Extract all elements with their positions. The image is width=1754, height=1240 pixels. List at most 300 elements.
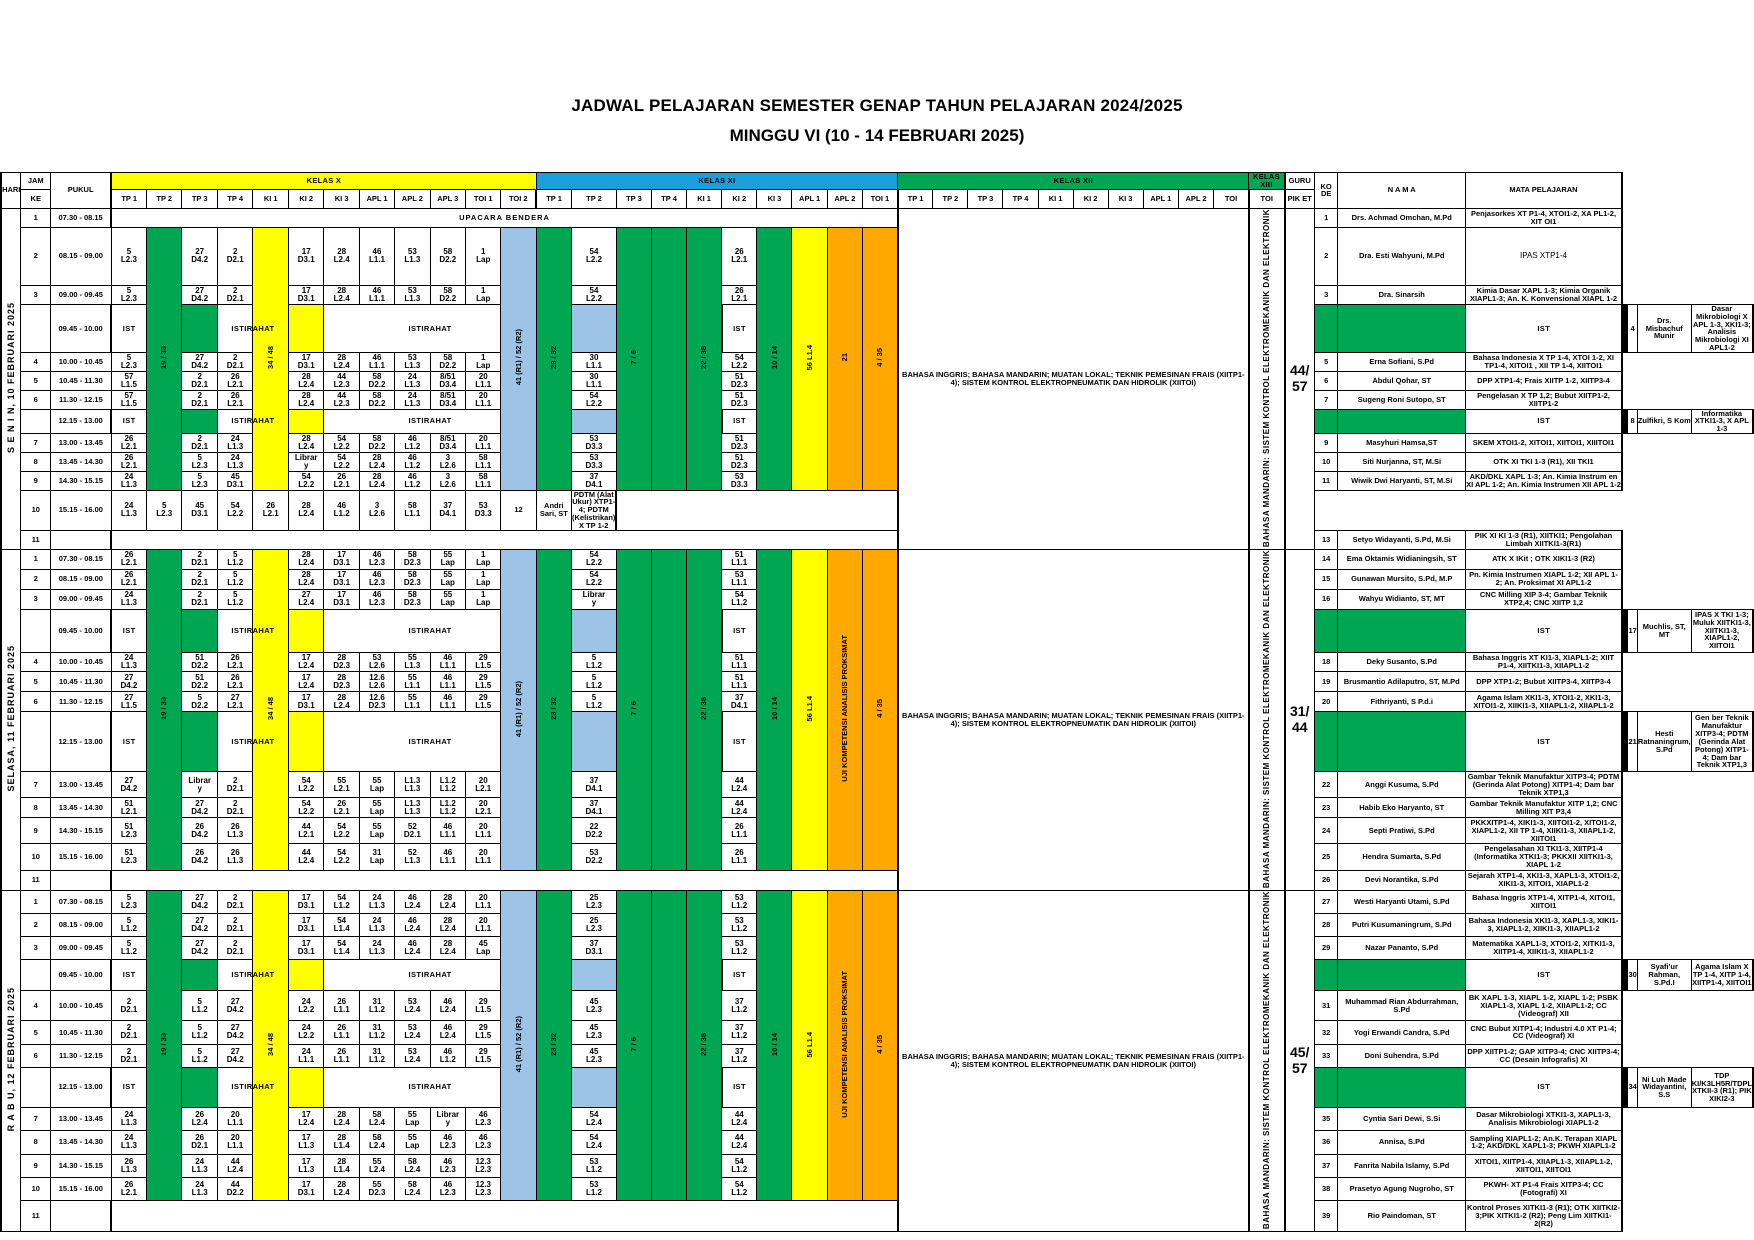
vert-merge-xi-tp4 <box>651 549 686 870</box>
cell-x-TP1: 26 L2.1 <box>111 549 146 569</box>
cell-x-APL1: 24 L1.3 <box>359 937 394 960</box>
teacher-nama: Dra. Esti Wahyuni, M.Pd <box>1338 227 1466 286</box>
teacher-kode: 25 <box>1314 844 1338 870</box>
vert-merge-xi-toi1: 4 / 35 <box>863 227 898 490</box>
cell-x-APL3: 55 Lap <box>430 549 466 569</box>
teacher-nama: Hesti Ratnaningrum, S.Pd <box>1637 712 1691 772</box>
vert-filler <box>288 609 324 652</box>
cell-x-KI3: 26 L1.1 <box>324 990 359 1020</box>
cell-x-APL3: 58 D2.2 <box>430 227 466 286</box>
vert-merge-tp2: 19 / 33 <box>147 227 182 490</box>
teacher-nama: Devi Norantika, S.Pd <box>1338 870 1466 890</box>
cell-x-TP4: 2 D2.1 <box>217 227 253 286</box>
teacher-mapel: Gambar Teknik Manufaktur XITP3-4; PDTM (Gerinda Alat Potong) XITP1-4; Dam bar Teknik XTP1,3 <box>1466 772 1622 798</box>
cell-x-APL1: 12.6 D2.3 <box>359 692 394 712</box>
cell-x-TP1: 26 L2.1 <box>111 452 146 471</box>
cell-x-TP1: 51 L2.1 <box>111 798 146 818</box>
cell-x-KI3: 26 L2.1 <box>253 490 288 530</box>
colhdr-xi-tp3: TP 3 <box>616 189 651 208</box>
teacher-nama: Masyhuri Hamsa,ST <box>1338 434 1466 453</box>
vert-merge-xi-ki3: 10 / 14 <box>757 549 792 870</box>
period-time: 13.00 - 13.45 <box>51 1108 112 1131</box>
cell-x-KI3: 54 L2.2 <box>324 844 359 870</box>
kelas-xiii-note: BAHASA MANDARIN: SISTEM KONTROL ELEKTROMEKANIK DAN ELEKTRONIK <box>1249 549 1285 890</box>
teacher-kode: 6 <box>1314 371 1338 390</box>
cell-x-APL2: 46 L2.4 <box>395 890 430 913</box>
cell-xi-KI2: 44 L2.4 <box>722 798 757 818</box>
cell-x-KI2: 17 L1.3 <box>288 1154 324 1177</box>
vert-merge-tp2: 19 / 33 <box>147 549 182 870</box>
group-header-kelas-x: KELAS X <box>111 173 536 190</box>
cell-x-TOI1: 20 L1.1 <box>466 844 501 870</box>
colhdr-xi-toi1: TOI 1 <box>863 189 898 208</box>
teacher-kode: 35 <box>1314 1108 1338 1131</box>
cell-xi-TP2: 54 L2.4 <box>572 1131 617 1154</box>
cell-x-APL3: 3 L2.6 <box>430 471 466 490</box>
kelas-xii-note: BAHASA INGGRIS; BAHASA MANDARIN; MUATAN LOKAL; TEKNIK PEMESINAN FRAIS (XIITP1-4); SISTEM KONTROL ELEKTROPNEUMATIK DAN HIDROLIK (XIITOI) <box>898 890 1249 1231</box>
period-number: 5 <box>21 371 51 390</box>
cell-x-TOI1: 1 Lap <box>466 286 501 305</box>
teacher-nama: Zulfikri, S Kom <box>1637 409 1691 434</box>
vert-filler <box>288 304 324 352</box>
teacher-nama: Abdul Qohar, ST <box>1338 371 1466 390</box>
teacher-kode: 21 <box>1628 712 1637 772</box>
cell-x-APL2: 52 D2.1 <box>395 818 430 844</box>
schedule-row <box>1 490 1753 530</box>
cell-x-KI2: 17 D3.1 <box>288 286 324 305</box>
period-time: 13.00 - 13.45 <box>51 434 112 453</box>
vert-filler <box>1314 409 1338 434</box>
cell-x-TOI1: 46 L2.3 <box>466 1108 501 1131</box>
vert-filler <box>1338 960 1466 990</box>
cell-xi-TP2: 45 L2.3 <box>572 1044 617 1067</box>
period-number: 4 <box>21 353 51 372</box>
cell-x-APL2: 58 D2.3 <box>395 589 430 609</box>
teacher-nama: Wahyu Widianto, ST, MT <box>1338 589 1466 609</box>
cell-xi-KI2: 51 L1.1 <box>722 672 757 692</box>
break-istirahat: ISTIRAHAT <box>324 409 536 434</box>
period-time: 10.45 - 11.30 <box>51 672 112 692</box>
cell-x-TOI1: 58 L1.1 <box>466 471 501 490</box>
teacher-mapel: Informatika XTKI1-3, X APL 1-3 <box>1691 409 1753 434</box>
cell-x-KI3: 44 L2.3 <box>324 371 359 390</box>
colhdr-x-apl2: APL 2 <box>395 189 430 208</box>
period-number: 8 <box>21 1131 51 1154</box>
vert-filler <box>1338 304 1466 352</box>
vert-merge-xi-tp3: 7 / 6 <box>616 549 651 870</box>
cell-xi-TP2: 54 L2.2 <box>572 286 617 305</box>
cell-x-KI2: 28 L2.4 <box>288 549 324 569</box>
teacher-mapel: PKWH- XT P1-4 Frais XITP3-4; CC (Fotografi) XI <box>1466 1177 1622 1200</box>
cell-x-TP3: 27 D4.2 <box>182 286 218 305</box>
cell-x-APL1: 58 D2.2 <box>359 434 394 453</box>
cell-x-TP3: 2 D2.1 <box>182 434 218 453</box>
schedule-row <box>1 870 1753 890</box>
cell-x-APL2: 46 L1.2 <box>324 490 359 530</box>
cell-x-APL3: 46 L2.3 <box>430 1177 466 1200</box>
cell-x-KI2: 17 L2.4 <box>288 672 324 692</box>
cell-x-TP3: 5 L1.2 <box>182 1021 218 1044</box>
teacher-nama: Nazar Pananto, S.Pd <box>1338 937 1466 960</box>
cell-x-TP3: 5 L2.3 <box>182 471 218 490</box>
cell-xi-TP2: 53 L1.2 <box>572 1154 617 1177</box>
vert-merge-xi-tp4 <box>651 227 686 490</box>
cell-xi-KI2: 51 D2.3 <box>722 452 757 471</box>
cell-x-TOI1: 46 L2.3 <box>466 1131 501 1154</box>
colhdr-x-apl1: APL 1 <box>359 189 394 208</box>
period-number: 1 <box>21 549 51 569</box>
vert-merge-xi-apl2: UJI KOMPETENSI ANALISIS PROKSIMAT <box>827 549 862 870</box>
teacher-nama: Yogi Erwandi Candra, S.Pd <box>1338 1021 1466 1044</box>
cell-xi-TP2: 25 L2.3 <box>572 913 617 936</box>
break-istirahat: ISTIRAHAT <box>217 1067 288 1107</box>
colhdr-x-tp2: TP 2 <box>147 189 182 208</box>
colhdr-x-apl3: APL 3 <box>430 189 466 208</box>
teacher-kode: 11 <box>1314 471 1338 490</box>
cell-xi-TP2: 53 L1.2 <box>572 1177 617 1200</box>
cell-x-TP3: 26 D2.1 <box>182 1131 218 1154</box>
cell-x-APL3: 46 L1.1 <box>430 844 466 870</box>
cell-x-KI3: 17 D3.1 <box>324 589 359 609</box>
teacher-kode: 33 <box>1314 1044 1338 1067</box>
colhdr-x-tp3: TP 3 <box>182 189 218 208</box>
cell-x-KI2: 17 D3.1 <box>288 227 324 286</box>
cell-x-APL2: 53 L1.3 <box>395 353 430 372</box>
teacher-nama: Fithriyanti, S P.d.i <box>1338 692 1466 712</box>
teacher-nama: Setyo Widayanti, S.Pd, M.Si <box>1338 530 1466 549</box>
teacher-kode: 34 <box>1628 1067 1637 1107</box>
cell-x-KI3: 54 L2.2 <box>324 452 359 471</box>
cell-xi-KI2: 54 L2.2 <box>722 353 757 372</box>
cell-xi-TP2: 54 L2.2 <box>572 569 617 589</box>
period-time: 13.45 - 14.30 <box>51 452 112 471</box>
teacher-mapel: DPP XTP1-4; Frais XIITP 1-2, XIITP3-4 <box>1466 371 1622 390</box>
period-number: 7 <box>21 1108 51 1131</box>
guru-piket-value: 45/ 57 <box>1285 890 1315 1231</box>
vert-filler <box>182 1067 218 1107</box>
teacher-kode: 10 <box>1314 452 1338 471</box>
teacher-mapel: ATK X IKit ; OTK XIKI1-3 (R2) <box>1466 549 1622 569</box>
cell-x-APL1: 28 L2.4 <box>359 452 394 471</box>
colhdr-xii-ki1: KI 1 <box>1038 189 1073 208</box>
cell-x-TP1: 27 D4.2 <box>111 672 146 692</box>
cell-x-APL2: 53 L1.3 <box>395 286 430 305</box>
cell-x-KI3: 26 L1.1 <box>324 1021 359 1044</box>
break-ist: IST <box>111 409 146 434</box>
cell-x-TP3: 27 D4.2 <box>182 937 218 960</box>
teacher-mapel: Kimia Dasar XAPL 1-3; Kimia Organik XIAPL1-3; An. K. Konvensional XIAPL 1-2 <box>1466 286 1622 305</box>
cell-x-APL2: 55 L1.1 <box>395 692 430 712</box>
teacher-mapel: Bahasa Inggris XT KI1-3, XIAPL1-2; XIIT P1-4, XIITKI1-3, XIIAPL1-2 <box>1466 652 1622 672</box>
break-ist: IST <box>1466 304 1622 352</box>
cell-x-TP4: 26 L2.1 <box>217 672 253 692</box>
cell-xi-TP2: 45 L2.3 <box>572 1021 617 1044</box>
cell-x-APL3: Librar y <box>430 1108 466 1131</box>
colhdr-xi-ki1: KI 1 <box>687 189 722 208</box>
vert-merge-xi-tp3: 7 / 6 <box>616 890 651 1200</box>
cell-x-TOI1: 1 Lap <box>466 227 501 286</box>
teacher-kode: 23 <box>1314 798 1338 818</box>
cell-x-APL2: 55 Lap <box>395 1131 430 1154</box>
period-number: 2 <box>21 569 51 589</box>
cell-x-TP3: 5 D2.2 <box>182 692 218 712</box>
cell-x-APL2: 58 L2.4 <box>395 1154 430 1177</box>
period-number <box>21 1067 51 1107</box>
cell-x-TOI1: 29 L1.5 <box>466 1044 501 1067</box>
period-number: 6 <box>21 1044 51 1067</box>
period-number: 9 <box>21 1154 51 1177</box>
cell-x-KI3: 28 L1.4 <box>324 1154 359 1177</box>
cell-x-APL1: 31 L1.2 <box>359 1044 394 1067</box>
cell-x-TP3: 5 L2.3 <box>182 452 218 471</box>
vert-merge-xi-apl2: 21 <box>827 227 862 490</box>
cell-x-KI2: 24 L1.1 <box>288 1044 324 1067</box>
cell-x-APL2: L1.3 L1.3 <box>395 798 430 818</box>
kelas-xiii-note: BAHASA MANDARIN: SISTEM KONTROL ELEKTROMEKANIK DAN ELEKTRONIK <box>1249 208 1285 549</box>
colhdr-x-ki3: KI 3 <box>324 189 359 208</box>
cell-xi-TP2: 5 L1.2 <box>572 692 617 712</box>
cell-x-APL3: 8/51 D3.4 <box>430 390 466 409</box>
cell-x-TP4: 26 L1.3 <box>217 844 253 870</box>
teacher-nama: Fanrita Nabila Islamy, S.Pd <box>1338 1154 1466 1177</box>
break-ist: IST <box>1466 409 1622 434</box>
cell-x-APL1: 31 L1.2 <box>359 1021 394 1044</box>
teacher-nama: Septi Pratiwi, S.Pd <box>1338 818 1466 844</box>
cell-x-TP1: 24 L1.3 <box>111 490 146 530</box>
cell-x-TOI1: 20 L1.1 <box>466 434 501 453</box>
cell-x-KI2: 17 L2.4 <box>288 1108 324 1131</box>
cell-x-TP1: 51 L2.3 <box>111 818 146 844</box>
break-istirahat: ISTIRAHAT <box>217 960 288 990</box>
cell-x-KI2: 17 D3.1 <box>288 890 324 913</box>
cell-x-TOI1: 20 L1.1 <box>466 390 501 409</box>
break-ist: IST <box>111 304 146 352</box>
cell-x-KI2: 28 L2.4 <box>288 434 324 453</box>
colhdr-x-ki1: KI 1 <box>253 189 288 208</box>
cell-x-APL2: 53 L1.3 <box>395 227 430 286</box>
cell-x-TP4: 2 D2.1 <box>217 937 253 960</box>
period-time: 12.15 - 13.00 <box>51 712 112 772</box>
cell-x-KI2: 54 L2.2 <box>217 490 253 530</box>
period-number: 11 <box>21 1201 51 1232</box>
cell-x-KI3: 54 L1.4 <box>324 913 359 936</box>
cell-xi-KI2: 37 L1.2 <box>722 1044 757 1067</box>
vert-merge-toi2: 41 (R1) / 52 (R2) <box>501 227 536 490</box>
break-ist: IST <box>1466 712 1622 772</box>
colhdr-xii-ki2: KI 2 <box>1073 189 1108 208</box>
cell-x-TP1: 26 L1.3 <box>111 1154 146 1177</box>
cell-x-APL1: 55 Lap <box>359 798 394 818</box>
cell-x-APL1: 46 L2.3 <box>359 569 394 589</box>
cell-xi-KI2: 54 L1.2 <box>722 1177 757 1200</box>
vert-merge-xi-apl2: UJI KOMPETENSI ANALISIS PROKSIMAT <box>827 890 862 1200</box>
cell-x-TOI1: 20 L2.1 <box>466 798 501 818</box>
cell-x-APL3: 46 L1.1 <box>430 692 466 712</box>
period-time: 11.30 - 12.15 <box>51 390 112 409</box>
cell-x-TP4: 2 D2.1 <box>217 286 253 305</box>
cell-x-TP3: 24 L1.3 <box>182 1177 218 1200</box>
break-ist: IST <box>722 609 757 652</box>
period-number: 11 <box>21 530 51 549</box>
cell-x-TP4: 45 D3.1 <box>217 471 253 490</box>
colhdr-x-toi2: TOI 2 <box>501 189 536 208</box>
cell-x-TOI1: 12.3 L2.3 <box>466 1154 501 1177</box>
teacher-mapel: Sejarah XTP1-4, XKI1-3, XAPL1-3, XTOI1-2, XIKI1-3, XITOI1, XIAPL1-2 <box>1466 870 1622 890</box>
cell-x-KI2: 28 L2.4 <box>288 390 324 409</box>
cell-x-APL1: 53 L2.6 <box>359 652 394 672</box>
period-number <box>21 609 51 652</box>
cell-x-TOI1: 29 L1.5 <box>466 692 501 712</box>
period-time <box>51 1201 112 1232</box>
cell-xi-KI2: 26 L2.1 <box>722 227 757 286</box>
cell-x-APL2: 53 L2.4 <box>395 1044 430 1067</box>
vert-merge-xi-ki1: 22 / 38 <box>687 549 722 870</box>
cell-xi-KI2: 51 L1.1 <box>722 549 757 569</box>
cell-x-APL1: 55 L2.4 <box>359 1154 394 1177</box>
cell-x-APL3: 3 L2.6 <box>359 490 394 530</box>
period-number: 4 <box>21 652 51 672</box>
teacher-kode: 1 <box>1314 208 1338 227</box>
period-time: 08.15 - 09.00 <box>51 569 112 589</box>
cell-x-TP4: 44 L2.4 <box>217 1154 253 1177</box>
cell-x-TP1: 57 L1.5 <box>111 390 146 409</box>
vert-merge-ki1: 34 / 48 <box>253 227 288 490</box>
empty-cell <box>111 870 897 890</box>
cell-x-TP3: 27 D4.2 <box>182 913 218 936</box>
cell-x-APL2: 46 L1.2 <box>395 471 430 490</box>
colhdr-xii-tp1: TP 1 <box>898 189 933 208</box>
vert-merge-xi-toi1: 4 / 35 <box>863 890 898 1200</box>
cell-xi-KI2: 37 D4.1 <box>722 692 757 712</box>
kelas-xiii-note: BAHASA MANDARIN: SISTEM KONTROL ELEKTROMEKANIK DAN ELEKTRONIK <box>1249 890 1285 1231</box>
cell-x-APL3: 8/51 D3.4 <box>430 434 466 453</box>
cell-x-TP4: 2 D2.1 <box>217 772 253 798</box>
teacher-nama: Gunawan Mursito, S.Pd, M.P <box>1338 569 1466 589</box>
period-time: 09.45 - 10.00 <box>51 960 112 990</box>
teacher-mapel: Gambar Teknik Manufaktur XITP 1,2; CNC Milling XIT P3,4 <box>1466 798 1622 818</box>
cell-x-APL1: 46 L1.1 <box>359 227 394 286</box>
schedule-row <box>1 890 1753 913</box>
cell-x-APL1: 28 L2.4 <box>359 471 394 490</box>
cell-xi-KI2: 44 L2.4 <box>722 1108 757 1131</box>
period-number: 2 <box>21 913 51 936</box>
cell-x-KI2: 17 D3.1 <box>288 692 324 712</box>
cell-xi-KI2: 54 L1.2 <box>722 589 757 609</box>
vert-merge-xi-apl1: 56 L1.4 <box>792 227 827 490</box>
teacher-nama: Ni Luh Made Widayantini, S.S <box>1637 1067 1691 1107</box>
cell-xi-KI2: 26 L1.1 <box>722 818 757 844</box>
group-header-kelas-xi: KELAS XI <box>536 173 898 190</box>
cell-x-TP4: 20 L1.1 <box>217 1131 253 1154</box>
cell-x-APL3: 46 L2.3 <box>430 1131 466 1154</box>
teacher-kode: 19 <box>1314 672 1338 692</box>
cell-x-TP4: 44 D2.2 <box>217 1177 253 1200</box>
cell-x-TOI1: 20 L2.1 <box>466 772 501 798</box>
cell-xi-TP2: 54 L2.4 <box>572 1108 617 1131</box>
header-ke: KE <box>21 189 51 208</box>
teacher-nama: Wiwik Dwi Haryanti, ST, M.Si <box>1338 471 1466 490</box>
cell-x-TP1: 24 L1.3 <box>111 652 146 672</box>
period-number: 7 <box>21 434 51 453</box>
kelas-xii-note: BAHASA INGGRIS; BAHASA MANDARIN; MUATAN LOKAL; TEKNIK PEMESINAN FRAIS (XIITP1-4); SISTEM KONTROL ELEKTROPNEUMATIK DAN HIDROLIK (XIITOI) <box>898 208 1249 549</box>
cell-xi-TP2: 30 L1.1 <box>572 371 617 390</box>
vert-filler <box>182 712 218 772</box>
cell-x-APL3: 46 L1.1 <box>430 652 466 672</box>
header-guru: GURU <box>1285 173 1315 190</box>
period-number: 4 <box>21 990 51 1020</box>
period-time: 09.00 - 09.45 <box>51 589 112 609</box>
cell-x-APL1: 58 D2.2 <box>359 390 394 409</box>
cell-x-TP1: 2 D2.1 <box>111 1044 146 1067</box>
cell-xi-TP2: 5 L1.2 <box>572 672 617 692</box>
empty-cell <box>111 1201 897 1232</box>
teacher-nama: Syafi'ur Rahman, S.Pd.I <box>1637 960 1691 990</box>
teacher-nama: Habib Eko Haryanto, ST <box>1338 798 1466 818</box>
period-time: 13.45 - 14.30 <box>51 798 112 818</box>
cell-x-TP3: 5 L1.2 <box>182 990 218 1020</box>
cell-x-TP4: 26 L2.1 <box>217 390 253 409</box>
teacher-kode: 3 <box>1314 286 1338 305</box>
cell-xi-TP2: 25 L2.3 <box>572 890 617 913</box>
cell-xi-KI2: 44 L2.4 <box>722 772 757 798</box>
cell-x-TOI1: 20 L1.1 <box>466 890 501 913</box>
period-number: 10 <box>21 1177 51 1200</box>
cell-x-TOI1: 29 L1.5 <box>466 652 501 672</box>
cell-x-TOI1: 1 Lap <box>466 353 501 372</box>
teacher-kode: 28 <box>1314 913 1338 936</box>
cell-x-TP4: 24 L1.3 <box>217 434 253 453</box>
vert-filler <box>572 609 617 652</box>
vert-merge-toi2: 41 (R1) / 52 (R2) <box>501 890 536 1200</box>
cell-x-KI3: 54 L1.4 <box>324 937 359 960</box>
break-ist: IST <box>722 960 757 990</box>
teacher-mapel: Sampling XIAPL1-2; An.K. Terapan XIAPL 1-2; AKD/DKL XAPL1-3; PKWH XIAPL1-2 <box>1466 1131 1622 1154</box>
cell-x-KI2: 17 L2.4 <box>288 652 324 672</box>
cell-x-APL3: 28 L2.4 <box>430 913 466 936</box>
break-istirahat: ISTIRAHAT <box>324 712 536 772</box>
vert-filler <box>572 409 617 434</box>
period-time: 10.45 - 11.30 <box>51 371 112 390</box>
cell-x-APL1: 58 L2.4 <box>359 1108 394 1131</box>
cell-x-TP3: 2 D2.1 <box>182 549 218 569</box>
vert-filler <box>572 960 617 990</box>
cell-x-TP1: 26 L2.1 <box>111 569 146 589</box>
period-number <box>21 409 51 434</box>
vert-merge-xi-ki1: 22 / 38 <box>687 890 722 1200</box>
teacher-mapel: Agama Islam XKI1-3, XTOI1-2, XKI1-3, XITOI1-2, XIIKI1-3, XIIAPL1-2, XIIAPL1-2 <box>1466 692 1622 712</box>
break-ist: IST <box>722 1067 757 1107</box>
teacher-mapel: SKEM XTOI1-2, XITOI1, XIITOI1, XIIITOI1 <box>1466 434 1622 453</box>
cell-xi-TP2: 54 L2.2 <box>572 549 617 569</box>
teacher-mapel: TDP KI/K3LH5R/TDPL XTKII-3 (R1); PIK XIKI2-3 <box>1691 1067 1753 1107</box>
cell-x-TP3: 51 D2.2 <box>182 672 218 692</box>
break-ist: IST <box>722 712 757 772</box>
header-pukul: PUKUL <box>51 173 112 209</box>
vert-filler <box>288 960 324 990</box>
cell-x-APL2: 24 L1.3 <box>395 390 430 409</box>
cell-x-TP4: 2 D2.1 <box>217 890 253 913</box>
cell-x-APL3: L1.2 L1.2 <box>430 798 466 818</box>
cell-x-KI3: 54 L2.2 <box>324 818 359 844</box>
cell-x-TP3: 5 L2.3 <box>147 490 182 530</box>
cell-x-TP4: 27 D4.2 <box>217 1021 253 1044</box>
teacher-mapel: Dasar Mikrobiologi X APL 1-3, XKI1-3; Analisis Mikrobiologi XI APL1-2 <box>1691 304 1753 352</box>
colhdr-xi-tp4: TP 4 <box>651 189 686 208</box>
teacher-mapel: PIK XI KI 1-3 (R1), XIITKI1; Pengolahan Limbah XIITKI1-3(R1) <box>1466 530 1622 549</box>
teacher-kode: 5 <box>1314 353 1338 372</box>
vert-filler <box>1314 304 1338 352</box>
day-label: SELASA, 11 FEBRUARI 2025 <box>1 549 21 890</box>
